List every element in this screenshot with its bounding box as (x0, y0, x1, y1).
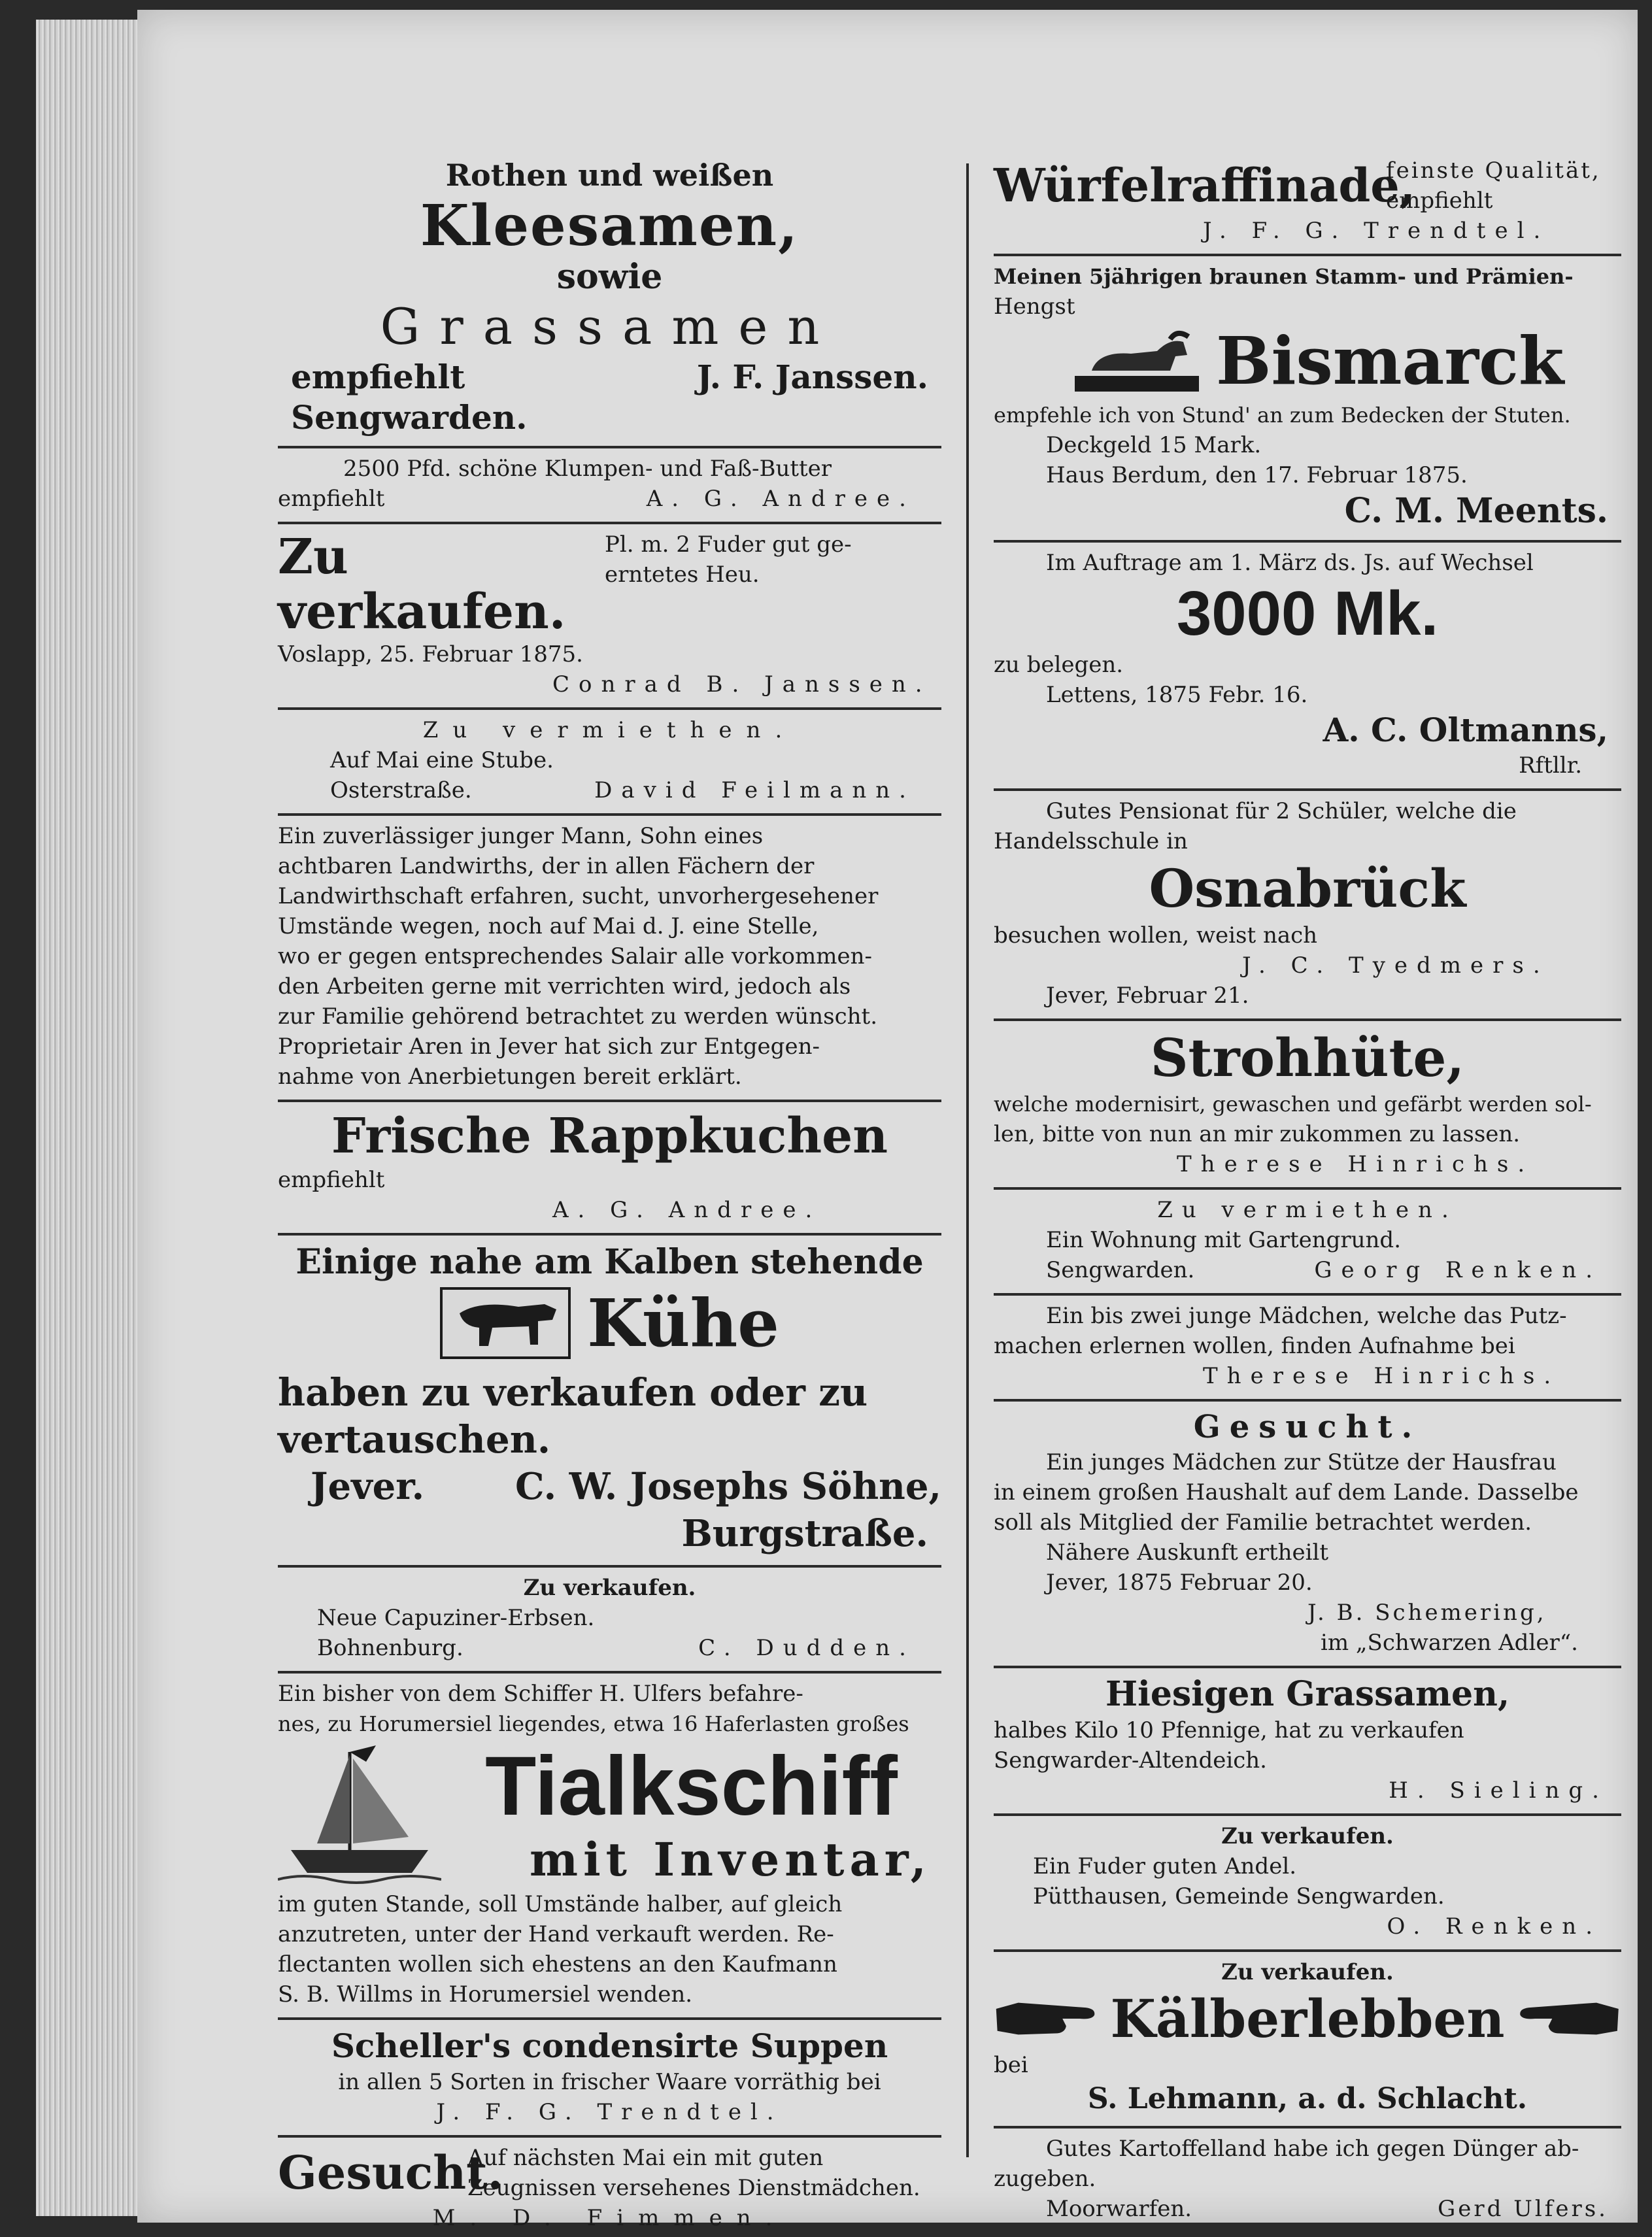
horse-illustration (1072, 325, 1203, 397)
ad-line: welche modernisirt, gewaschen und gefärbt werden sol- (994, 1092, 1592, 1117)
ad-line: Ein bisher von dem Schiffer H. Ulfers befahre- (278, 1681, 803, 1707)
ad-place: Pütthausen, Gemeinde Sengwarden. (1033, 1883, 1445, 1909)
ad-place: Jever, Februar 21. (1046, 983, 1249, 1009)
ad-line: Pl. m. 2 Fuder gut ge- (605, 531, 852, 558)
ad-headline: Kühe (587, 1285, 779, 1362)
ad-signature: H. Sieling. (1389, 1777, 1608, 1804)
ad-line: Ein Fuder guten Andel. (1033, 1853, 1297, 1879)
ad-line: anzutreten, unter der Hand verkauft werden. Re- (278, 1921, 834, 1947)
ad-signature: C. W. Josephs Söhne, (515, 1465, 941, 1508)
ad-line: Hengst (994, 294, 1075, 320)
ad-bismarck (994, 256, 1621, 543)
ad-line: Auf Mai eine Stube. (330, 747, 554, 773)
ad-line: sowie (556, 257, 663, 297)
ad-signature: J. F. Janssen. (696, 358, 928, 396)
ad-signature: Therese Hinrichs. (1177, 1151, 1534, 1177)
ad-line: haben zu verkaufen oder zu (278, 1370, 868, 1415)
ad-headline: Frische Rappkuchen (331, 1108, 888, 1164)
ad-line: Handelsschule in (994, 828, 1188, 854)
ad-stube (278, 710, 941, 816)
pointing-hand-right-icon (994, 1993, 1111, 2045)
right-column (994, 150, 1621, 2232)
ad-place: Moorwarfen. (1046, 2196, 1192, 2222)
ad-line: Auf nächsten Mai ein mit guten (467, 2145, 824, 2171)
ad-headline: Zu vermiethen. (1157, 1197, 1458, 1223)
left-column (278, 150, 941, 2237)
ad-line: Meinen 5jährigen braunen Stamm- und Prämien- (994, 264, 1574, 289)
ad-line: Einige nahe am Kalben stehende (295, 1242, 924, 1282)
ad-subheadline: mit Inventar, (530, 1832, 932, 1887)
ad-line: Neue Capuziner-Erbsen. (317, 1605, 595, 1631)
ad-headline: Gesucht. (278, 2145, 503, 2200)
ad-landwirth (278, 816, 941, 1102)
ad-line: zu belegen. (994, 652, 1124, 678)
ad-place: Sengwarden. (291, 398, 528, 437)
ad-line: Ein junges Mädchen zur Stütze der Hausfrau (1046, 1449, 1557, 1475)
ad-line: flectanten wollen sich ehestens an den Kaufmann (278, 1951, 837, 1977)
ad-signature-title: Rftllr. (1519, 752, 1582, 779)
cow-illustration (440, 1287, 571, 1359)
ad-headline: Strohhüte, (1150, 1027, 1465, 1088)
ad-place: Osterstraße. (330, 777, 472, 803)
ad-putzmachen (994, 1296, 1621, 1402)
ad-suppen (278, 2020, 941, 2138)
ad-signature: J. B. Schemering, (1307, 1600, 1547, 1626)
ad-tialkschiff (278, 1674, 941, 2020)
ad-wuerfelraffinade (994, 150, 1621, 256)
ad-line: 2500 Pfd. schöne Klumpen- und Faß-Butter (343, 456, 832, 482)
ad-line: Proprietair Aren in Jever hat sich zur Entgegen- (278, 1034, 820, 1060)
ad-line: Gutes Kartoffelland habe ich gegen Dünger ab- (1046, 2136, 1579, 2162)
ad-line: Nähere Auskunft ertheilt (1046, 1539, 1329, 1566)
ad-headline: Würfelraffinade, (994, 158, 1416, 212)
ad-line: Ein Wohnung mit Gartengrund. (1046, 1227, 1402, 1253)
ad-headline: Zu verkaufen. (278, 529, 566, 640)
ad-signature: J. F. G. Trendtel. (1203, 218, 1550, 244)
ad-line: Im Auftrage am 1. März ds. Js. auf Wechsel (1046, 550, 1534, 576)
ad-line: empfiehlt (278, 1167, 385, 1193)
ship-illustration (278, 1739, 441, 1889)
ad-signature: J. C. Tyedmers. (1242, 952, 1549, 979)
ad-line: zugeben. (994, 2166, 1096, 2192)
ad-line: besuchen wollen, weist nach (994, 922, 1318, 949)
ad-line: empfiehlt (291, 358, 465, 396)
ad-headline: Gesucht. (1193, 1409, 1422, 1445)
ad-kaelberlebben (994, 1952, 1621, 2128)
ad-signature: David Feilmann. (594, 777, 915, 803)
ad-line: Rothen und weißen (445, 158, 774, 193)
ad-hausfrau (994, 1402, 1621, 1668)
ad-signature: S. Lehmann, a. d. Schlacht. (1087, 2082, 1528, 2115)
ad-line: vertauschen. (278, 1417, 551, 1462)
ad-line: feinste Qualität, (1386, 158, 1601, 184)
ad-line: bei (994, 2052, 1028, 2078)
ad-line: Ein bis zwei junge Mädchen, welche das Putz- (1046, 1303, 1567, 1329)
ad-line: Deckgeld 15 Mark. (1046, 432, 1262, 458)
ad-line: Gutes Pensionat für 2 Schüler, welche die (1046, 798, 1517, 824)
ad-headline: Zu verkaufen. (1221, 1959, 1394, 1985)
ad-line: soll als Mitglied der Familie betrachtet werden. (994, 1509, 1532, 1536)
ad-place: Jever, 1875 Februar 20. (1046, 1570, 1313, 1596)
ad-andel (994, 1816, 1621, 1952)
ad-signature: Gerd Ulfers. (1438, 2196, 1608, 2222)
ad-line: achtbaren Landwirths, der in allen Fächern der (278, 853, 815, 879)
ad-kartoffelland (994, 2128, 1621, 2232)
ad-place: Bohnenburg. (317, 1635, 464, 1661)
ad-headline: Osnabrück (1149, 858, 1466, 919)
ad-wechsel (994, 543, 1621, 791)
ad-signature: Conrad B. Janssen. (552, 671, 932, 698)
ad-place: Voslapp, 25. Februar 1875. (278, 641, 583, 667)
ad-line: S. B. Willms in Horumersiel wenden. (278, 1981, 693, 2008)
column-divider (966, 163, 969, 2157)
ad-signature: Georg Renken. (1314, 1257, 1602, 1283)
ad-erbsen (278, 1568, 941, 1674)
ad-signature: im „Schwarzen Adler“. (1321, 1630, 1578, 1656)
ad-signature: Burgstraße. (681, 1512, 928, 1555)
ad-headline: Grassamen (380, 297, 839, 356)
ad-line: len, bitte von nun an mir zukommen zu lassen. (994, 1121, 1521, 1147)
ad-line: den Arbeiten gerne mit verrichten wird, jedoch als (278, 973, 851, 1000)
ad-line: machen erlernen wollen, finden Aufnahme bei (994, 1333, 1515, 1359)
ad-line: erntetes Heu. (605, 562, 760, 588)
ad-line: empfiehlt (1386, 188, 1493, 214)
ad-line: wo er gegen entsprechendes Salair alle vorkommen- (278, 943, 872, 969)
ad-wohnung (994, 1190, 1621, 1296)
ad-rappkuchen (278, 1102, 941, 1236)
ad-amount: 3000 Mk. (1176, 579, 1439, 648)
ad-line: in allen 5 Sorten in frischer Waare vorräthig bei (338, 2069, 881, 2095)
ad-headline: Hiesigen Grassamen, (1105, 1674, 1510, 1714)
ad-headline: Zu vermiethen. (422, 717, 797, 743)
ad-line: nes, zu Horumersiel liegendes, etwa 16 Haferlasten großes (278, 1711, 909, 1736)
ad-butter (278, 448, 941, 524)
ad-line: Zeugnissen versehenes Dienstmädchen. (467, 2175, 920, 2201)
ad-signature: J. F. G. Trendtel. (436, 2099, 783, 2125)
ad-headline: Zu verkaufen. (1221, 1823, 1394, 1849)
ad-line: Landwirthschaft erfahren, sucht, unvorhergesehener (278, 883, 879, 909)
ad-signature: M. D. Fimmen. (432, 2205, 787, 2231)
ad-signature: Therese Hinrichs. (1203, 1363, 1560, 1389)
ad-place: Lettens, 1875 Febr. 16. (1046, 682, 1308, 708)
ad-headline: Bismarck (1216, 322, 1564, 399)
ad-line: Sengwarder-Altendeich. (994, 1747, 1267, 1774)
ad-place: Jever. (311, 1465, 425, 1508)
ad-headline: Tialkschiff (485, 1740, 898, 1833)
ad-pensionat (994, 791, 1621, 1021)
ad-place: Sengwarden. (1046, 1257, 1195, 1283)
ad-signature: C. M. Meents. (1344, 491, 1608, 531)
ad-headline: Kleesamen, (420, 193, 800, 259)
ad-big-headline: Kälberlebben (1110, 1988, 1505, 2049)
ad-line: halbes Kilo 10 Pfennige, hat zu verkaufen (994, 1717, 1464, 1743)
ad-signature: C. Dudden. (698, 1635, 915, 1661)
ad-line: Umstände wegen, noch auf Mai d. J. eine Stelle, (278, 913, 819, 939)
ad-heu (278, 524, 941, 710)
ad-kleesamen (278, 150, 941, 448)
ad-headline: Scheller's condensirte Suppen (331, 2027, 888, 2065)
ad-line: empfehle ich von Stund' an zum Bedecken der Stuten. (994, 403, 1571, 428)
ad-grassamen (994, 1668, 1621, 1816)
ad-line: nahme von Anerbietungen bereit erklärt. (278, 1064, 742, 1090)
ad-strohhuete (994, 1021, 1621, 1190)
ad-line: zur Familie gehörend betrachtet zu werden wünscht. (278, 1003, 878, 1030)
ad-line: empfiehlt (278, 486, 385, 512)
ad-line: in einem großen Haushalt auf dem Lande. Dasselbe (994, 1479, 1579, 1505)
ad-kuehe (278, 1236, 941, 1568)
ad-signature: A. G. Andree. (646, 486, 915, 512)
ad-headline: Zu verkaufen. (523, 1575, 696, 1601)
ad-signature: A. G. Andree. (552, 1197, 822, 1223)
ad-line: Ein zuverlässiger junger Mann, Sohn eines (278, 823, 764, 849)
ad-place: Haus Berdum, den 17. Februar 1875. (1046, 462, 1468, 488)
ad-dienstmaedchen (278, 2138, 941, 2237)
ad-signature: O. Renken. (1387, 1913, 1602, 1940)
ad-signature: A. C. Oltmanns, (1323, 711, 1608, 749)
pointing-hand-left-icon (1504, 1993, 1621, 2045)
ad-line: im guten Stande, soll Umstände halber, auf gleich (278, 1891, 843, 1917)
